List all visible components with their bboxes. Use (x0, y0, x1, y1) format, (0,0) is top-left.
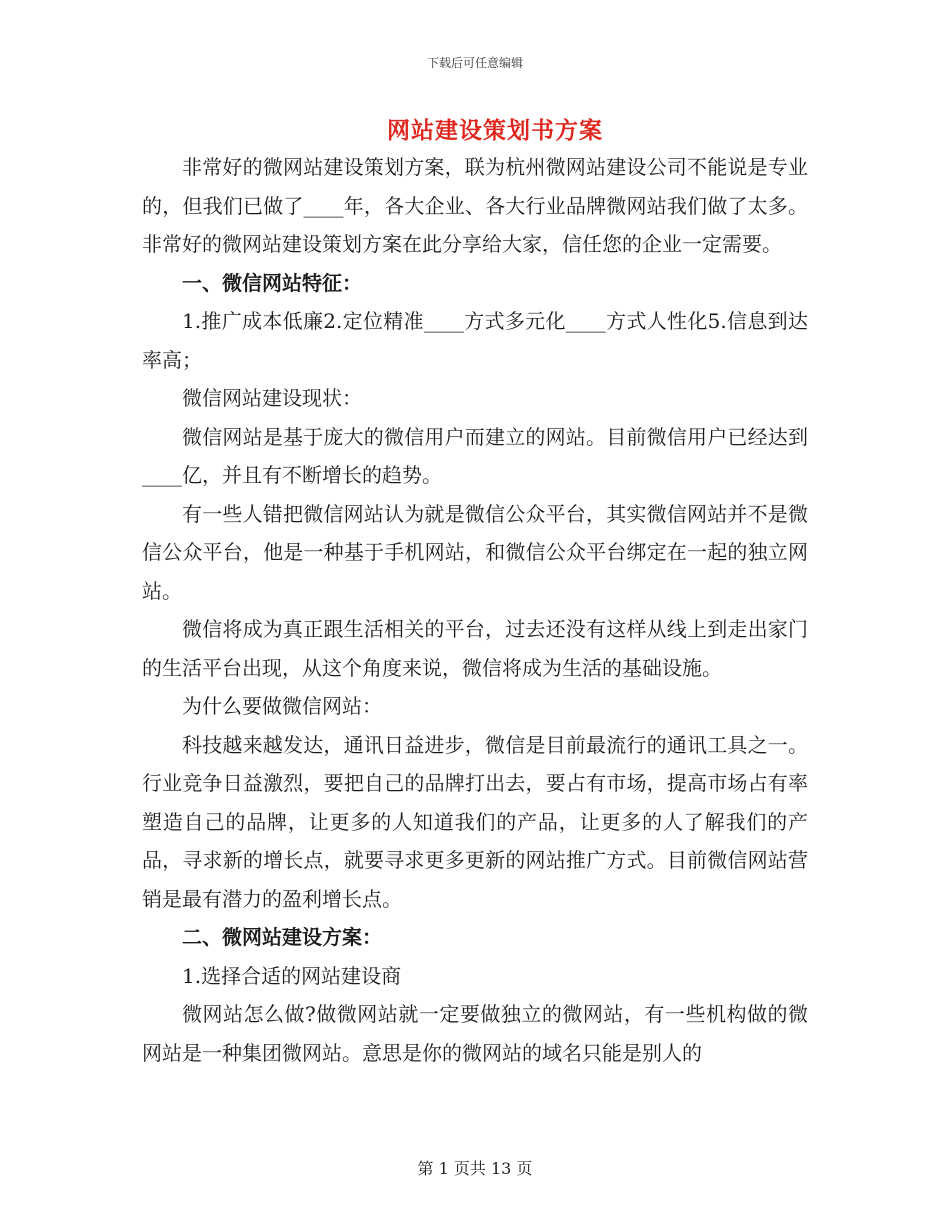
document-title: 网站建设策划书方案 (387, 117, 603, 144)
list-item-choose-builder: 1.选择合适的网站建设商 (182, 963, 402, 988)
paragraph-status: 微信网站是基于庞大的微信用户而建立的网站。目前微信用户已经达到____亿，并且有不断增长的趋势。 (142, 424, 808, 487)
paragraph-intro: 非常好的微网站建设策划方案，联为杭州微网站建设公司不能说是专业的，但我们已做了____年，各大企业、各大行业品牌微网站我们做了太多。非常好的微网站建设策划方案在此分享给大家，信任您的企业一定需要。 (142, 155, 808, 256)
paragraph-features-list: 1.推广成本低廉2.定位精准____方式多元化____方式人性化5.信息到达率高； (142, 309, 808, 372)
subheading-why: 为什么要做微信网站： (182, 694, 382, 718)
paragraph-platform: 微信将成为真正跟生活相关的平台，过去还没有这样从线上到走出家门的生活平台出现，从这个角度来说，微信将成为生活的基础设施。 (142, 617, 808, 680)
page-number: 第 1 页共 13 页 (417, 1159, 533, 1178)
header-note: 下载后可任意编辑 (426, 56, 523, 70)
paragraph-how-to: 微网站怎么做?做微网站就一定要做独立的微网站，有一些机构做的微网站是一种集团微网站。意思是你的微网站的域名只能是别人的 (142, 1002, 808, 1065)
paragraph-why: 科技越来越发达，通讯日益进步，微信是目前最流行的通讯工具之一。行业竞争日益激烈，要把自己的品牌打出去，要占有市场，提高市场占有率塑造自己的品牌，让更多的人知道我们的产品，让更多的人了解我们的产品，寻求新的增长点，就要寻求更多更新的网站推广方式。目前微信网站营销是最有潜力的盈利增长点。 (142, 732, 808, 911)
document-body (142, 148, 808, 1072)
section-heading-features: 一、微信网站特征： (182, 270, 362, 295)
section-heading-plan: 二、微网站建设方案： (182, 925, 382, 949)
subheading-status: 微信网站建设现状： (182, 386, 362, 410)
paragraph-misconception: 有一些人错把微信网站认为就是微信公众平台，其实微信网站并不是微信公众平台，他是一种基于手机网站，和微信公众平台绑定在一起的独立网站。 (142, 501, 808, 603)
